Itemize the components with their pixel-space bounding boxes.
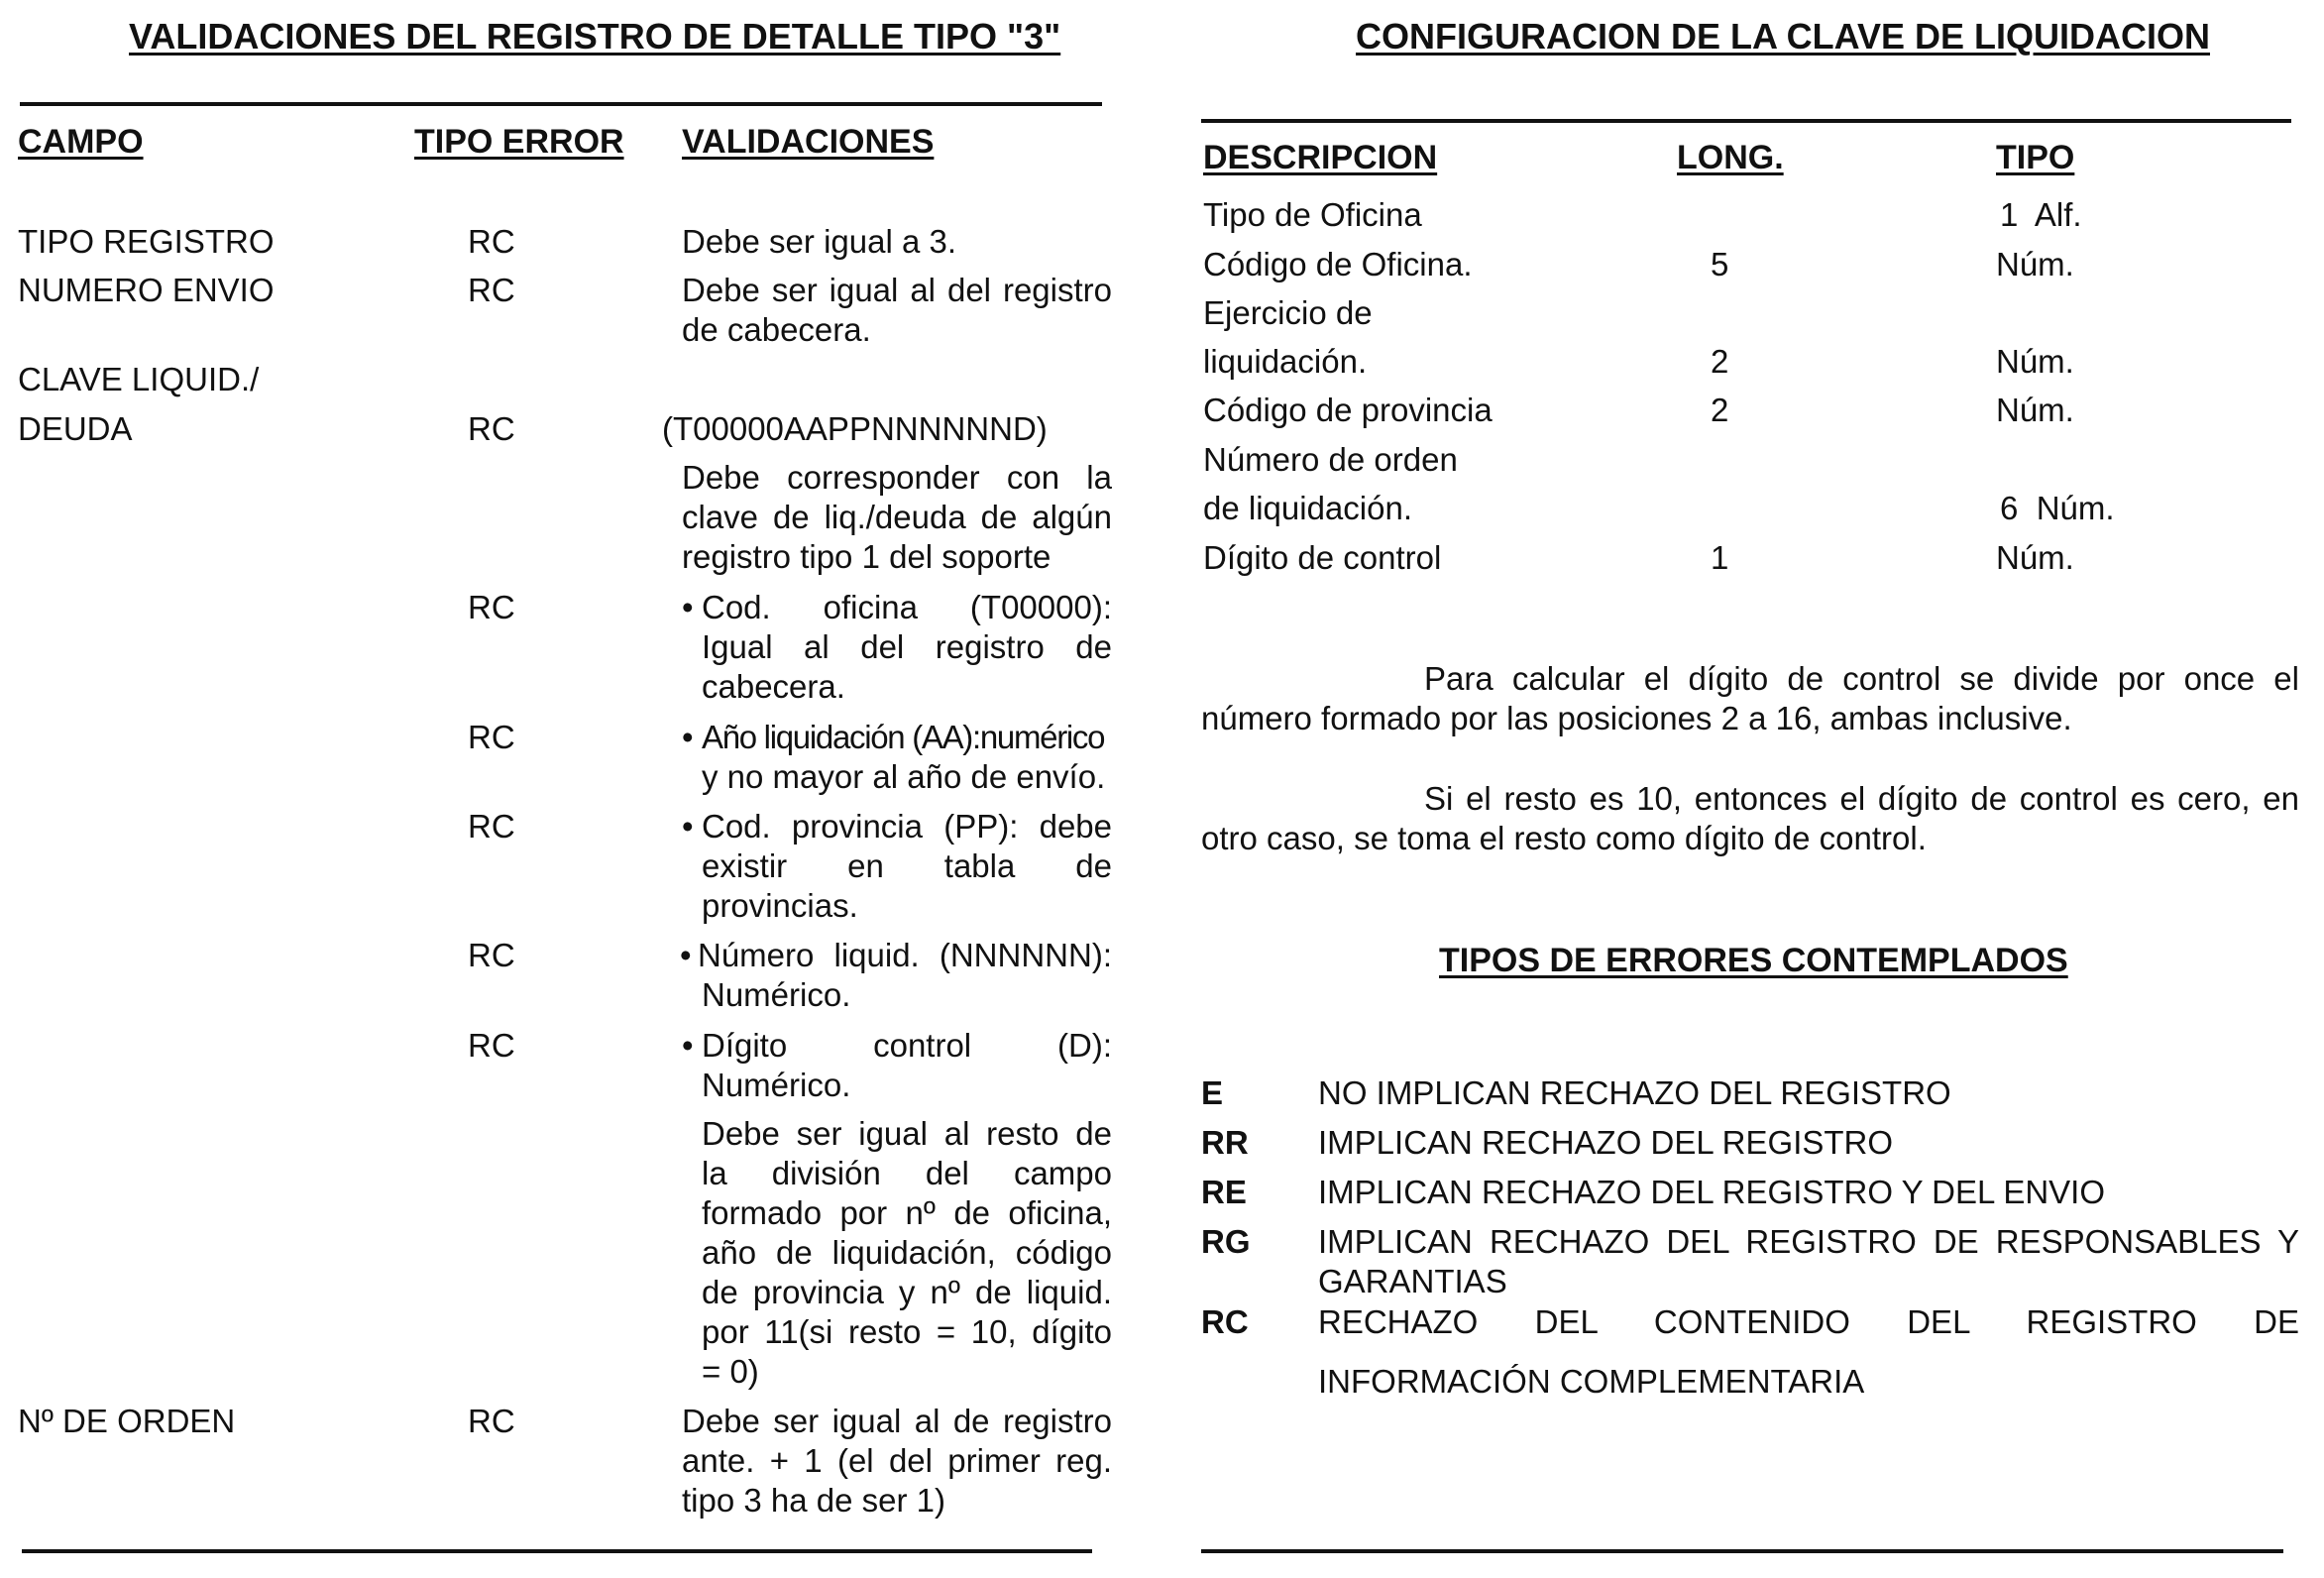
config-desc-4: Código de provincia	[1203, 392, 1493, 428]
error-numero-envio: RC	[468, 272, 515, 308]
digito-desc-4: año de liquidación, código	[702, 1234, 1112, 1271]
left-bottom-rule	[22, 1549, 1092, 1553]
desc-clave-1: Debe corresponder con la	[682, 459, 1112, 496]
error-code-re: RE	[1201, 1174, 1247, 1210]
error-text-rc-1: RECHAZO DEL CONTENIDO DEL REGISTRO DE	[1318, 1303, 2299, 1340]
digito-desc-2: la división del campo	[702, 1155, 1112, 1191]
error-anio: RC	[468, 719, 515, 755]
config-desc-3: liquidación.	[1203, 343, 1368, 380]
digito-2: Numérico.	[702, 1067, 851, 1103]
paragraph-resto: Si el resto es 10, entonces el dígito de control es cero, en otro caso, se toma el resto como dígito de control.	[1201, 780, 2299, 856]
config-long-3: 2	[1711, 343, 1729, 380]
error-text-rg-1: IMPLICAN RECHAZO DEL REGISTRO DE RESPONSABLES Y	[1318, 1223, 2299, 1260]
config-desc-6: de liquidación.	[1203, 490, 1412, 526]
header-campo: CAMPO	[18, 123, 144, 161]
val-numero-envio-1: Debe ser igual al del registro	[682, 272, 1112, 308]
config-desc-2: Ejercicio de	[1203, 294, 1373, 331]
provincia-1: Cod. provincia (PP): debe	[702, 808, 1112, 845]
error-code-rc: RC	[1201, 1303, 1249, 1340]
digito-desc-3: formado por nº de oficina,	[702, 1194, 1112, 1231]
bullet-digito: •	[682, 1027, 694, 1064]
campo-numero-orden: Nº DE ORDEN	[18, 1403, 236, 1439]
error-numero-orden: RC	[468, 1403, 515, 1439]
header-validaciones: VALIDACIONES	[682, 123, 935, 161]
error-text-rg-2: GARANTIAS	[1318, 1263, 1507, 1299]
right-top-rule	[1201, 119, 2291, 123]
numero-liquid-2: Numérico.	[702, 976, 851, 1013]
val-numero-envio-2: de cabecera.	[682, 311, 871, 348]
config-tipo-0: 1 Alf.	[2000, 196, 2082, 233]
left-title: VALIDACIONES DEL REGISTRO DE DETALLE TIPO "3"	[129, 16, 1061, 56]
errores-title: TIPOS DE ERRORES CONTEMPLADOS	[1439, 942, 2068, 979]
anio-2: y no mayor al año de envío.	[702, 758, 1106, 795]
left-top-rule	[20, 102, 1102, 106]
campo-clave-liquid: CLAVE LIQUID./	[18, 361, 260, 397]
error-code-rg: RG	[1201, 1223, 1251, 1260]
orden-3: tipo 3 ha de ser 1)	[682, 1482, 945, 1519]
config-desc-0: Tipo de Oficina	[1203, 196, 1422, 233]
orden-1: Debe ser igual al de registro	[682, 1403, 1112, 1439]
error-code-e: E	[1201, 1074, 1224, 1111]
config-long-7: 1	[1711, 539, 1729, 576]
desc-clave-3: registro tipo 1 del soporte	[682, 538, 1051, 575]
config-tipo-1: Núm.	[1996, 246, 2074, 282]
campo-numero-envio: NUMERO ENVIO	[18, 272, 275, 308]
error-text-e: NO IMPLICAN RECHAZO DEL REGISTRO	[1318, 1074, 1951, 1111]
error-text-rr: IMPLICAN RECHAZO DEL REGISTRO	[1318, 1124, 1894, 1161]
paragraph-calculo: Para calcular el dígito de control se divide por once el número formado por las posiciones 2 a 16, ambas inclusive.	[1201, 660, 2299, 736]
error-numero-liquid: RC	[468, 937, 515, 973]
provincia-3: provincias.	[702, 887, 858, 924]
header-descripcion: DESCRIPCION	[1203, 139, 1438, 176]
campo-tipo-registro: TIPO REGISTRO	[18, 223, 275, 260]
error-text-rc-2: INFORMACIÓN COMPLEMENTARIA	[1318, 1363, 1865, 1400]
digito-desc-7: = 0)	[702, 1353, 759, 1390]
header-tipo: TIPO	[1996, 139, 2075, 176]
formato-clave: (T00000AAPPNNNNNND)	[662, 410, 1048, 447]
bullet-cod-oficina: •	[682, 589, 694, 625]
config-tipo-7: Núm.	[1996, 539, 2074, 576]
bullet-anio: •	[682, 719, 694, 755]
digito-1: Dígito control (D):	[702, 1027, 1112, 1064]
bullet-numero-liquid: •	[680, 937, 692, 973]
error-provincia: RC	[468, 808, 515, 845]
right-title: CONFIGURACION DE LA CLAVE DE LIQUIDACION	[1356, 16, 2210, 56]
header-tipo-error: TIPO ERROR	[414, 123, 624, 161]
desc-clave-2: clave de liq./deuda de algún	[682, 499, 1112, 535]
error-text-re: IMPLICAN RECHAZO DEL REGISTRO Y DEL ENVIO	[1318, 1174, 2106, 1210]
provincia-2: existir en tabla de	[702, 847, 1112, 884]
numero-liquid-1: Número liquid. (NNNNNN):	[698, 937, 1112, 973]
digito-desc-5: de provincia y nº de liquid.	[702, 1274, 1112, 1310]
config-desc-7: Dígito de control	[1203, 539, 1442, 576]
config-long-1: 5	[1711, 246, 1729, 282]
config-desc-5: Número de orden	[1203, 441, 1458, 478]
config-desc-1: Código de Oficina.	[1203, 246, 1473, 282]
anio-1: Año liquidación (AA):numérico	[702, 719, 1105, 755]
error-clave: RC	[468, 410, 515, 447]
campo-deuda: DEUDA	[18, 410, 133, 447]
config-tipo-3: Núm.	[1996, 343, 2074, 380]
orden-2: ante. + 1 (el del primer reg.	[682, 1442, 1112, 1479]
header-long: LONG.	[1677, 139, 1784, 176]
cod-oficina-3: cabecera.	[702, 668, 845, 705]
val-tipo-registro: Debe ser igual a 3.	[682, 223, 957, 260]
cod-oficina-2: Igual al del registro de	[702, 628, 1112, 665]
error-digito: RC	[468, 1027, 515, 1064]
digito-desc-6: por 11(si resto = 10, dígito	[702, 1313, 1112, 1350]
config-long-4: 2	[1711, 392, 1729, 428]
cod-oficina-1: Cod. oficina (T00000):	[702, 589, 1112, 625]
bullet-provincia: •	[682, 808, 694, 845]
config-tipo-6: 6 Núm.	[2000, 490, 2115, 526]
digito-desc-1: Debe ser igual al resto de	[702, 1115, 1112, 1152]
error-tipo-registro: RC	[468, 223, 515, 260]
error-cod-oficina: RC	[468, 589, 515, 625]
config-tipo-4: Núm.	[1996, 392, 2074, 428]
right-bottom-rule	[1201, 1549, 2283, 1553]
error-code-rr: RR	[1201, 1124, 1249, 1161]
